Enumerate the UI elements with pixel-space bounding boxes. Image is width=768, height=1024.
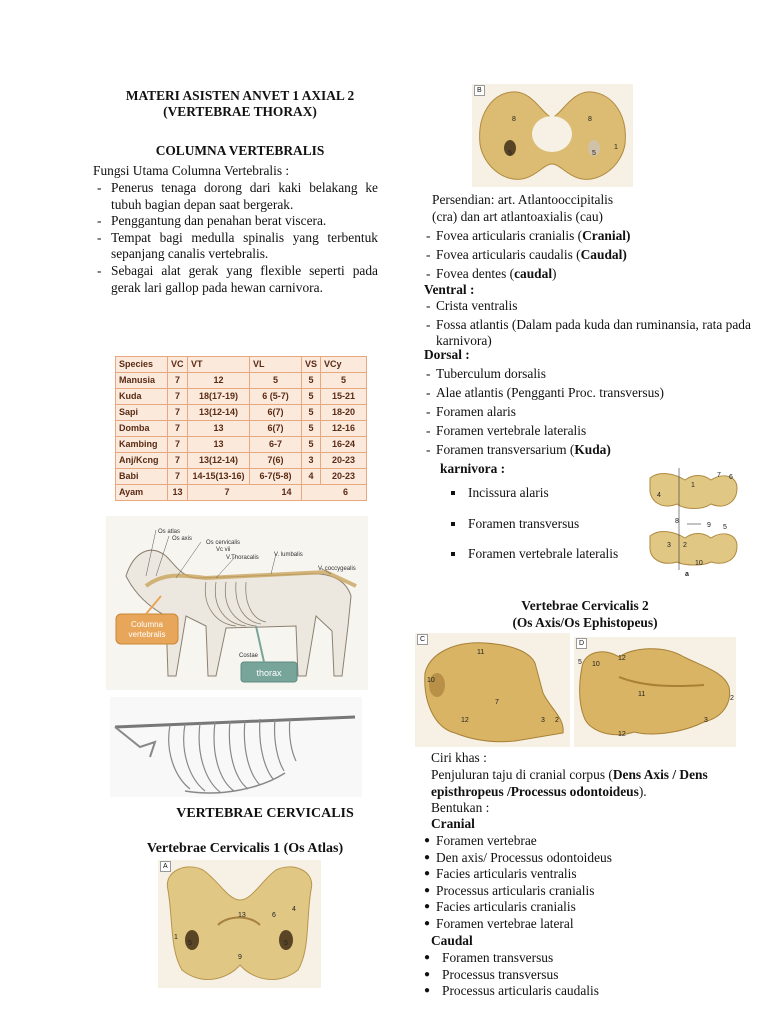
thorax-box-label: thorax [256, 668, 282, 678]
list-item: ● Foramen vertebrae lateral [424, 916, 744, 933]
persendian-line1: Persendian: art. Atlantooccipitalis [432, 192, 614, 207]
list-item: - Penerus tenaga dorong dari kaki belakang ke tubuh bagian depan saat bergerak. [95, 180, 378, 213]
table-cell: Kuda [116, 389, 168, 405]
list-item: - Fovea dentes (caudal) [424, 264, 754, 283]
table-cell: 6 [302, 485, 367, 501]
col-header: VT [188, 357, 250, 373]
table-cell: 13 [168, 485, 188, 501]
table-cell: 5 [250, 373, 302, 389]
table-cell: Domba [116, 421, 168, 437]
list-item: - Alae atlantis (Pengganti Proc. transversus) [424, 383, 754, 402]
col-header: VL [250, 357, 302, 373]
dorsal-list [424, 364, 754, 459]
table-cell: 7 [168, 469, 188, 485]
table-cell: 6(7) [250, 421, 302, 437]
figure-number: 8 [675, 518, 679, 525]
figure-number: a [685, 571, 689, 578]
figure-number: 5 [592, 150, 596, 157]
figure-number: 7 [717, 472, 721, 479]
list-item: - Fossa atlantis (Dalam pada kuda dan ruminansia, rata pada karnivora) [424, 317, 754, 350]
table-cell: 7 [168, 389, 188, 405]
table-row [116, 453, 367, 469]
table-cell: 6(7) [250, 405, 302, 421]
cranial-label: Cranial [431, 816, 475, 831]
list-item: - Penggantung dan penahan berat viscera. [95, 213, 378, 230]
table-cell: 7 [168, 373, 188, 389]
vc1-heading: Vertebrae Cervicalis 1 (Os Atlas) [146, 841, 344, 856]
col-header: VCy [321, 357, 367, 373]
figure-number: 5 [723, 524, 727, 531]
table-cell: Babi [116, 469, 168, 485]
figure-number: 10 [592, 661, 600, 668]
figure-number: 9 [238, 954, 242, 961]
list-item: ● Den axis/ Processus odontoideus [424, 850, 744, 867]
table-cell: 18-20 [321, 405, 367, 421]
table-cell: 13(12-14) [188, 453, 250, 469]
table-cell: 20-23 [321, 469, 367, 485]
table-cell: Anj/Kcng [116, 453, 168, 469]
figure-number: 13 [238, 912, 246, 919]
table-cell: 6 (5-7) [250, 389, 302, 405]
karnivora-label: karnivora : [440, 461, 506, 476]
figure-number: 3 [541, 717, 545, 724]
axis-c-drawing [415, 633, 570, 747]
dorsal-label: Dorsal : [424, 347, 470, 362]
axis-figure-d [574, 637, 736, 747]
atlas-figure-b [472, 84, 633, 187]
figure-number: 11 [477, 649, 485, 656]
table-cell: 6-7(5-8) [250, 469, 302, 485]
figure-number: 12 [618, 731, 626, 738]
figure-number: 3 [704, 717, 708, 724]
atlas-b-drawing [472, 84, 633, 187]
table-cell: 13 [188, 421, 250, 437]
table-cell: 7(6) [250, 453, 302, 469]
figure-number: 2 [730, 695, 734, 702]
list-item: ● Processus articularis cranialis [424, 883, 744, 900]
table-cell: 5 [302, 373, 321, 389]
figure-number: 4 [657, 492, 661, 499]
col-header: Species [116, 357, 168, 373]
list-item: ● Processus transversus [424, 967, 744, 984]
table-cell: 18(17-19) [188, 389, 250, 405]
label-costae: Costae [239, 653, 259, 659]
table-cell: 6-7 [250, 437, 302, 453]
figure-number: 2 [555, 717, 559, 724]
vertebrae-cervicalis-heading: VERTEBRAE CERVICALIS [176, 806, 354, 821]
atlas-figure-a [158, 860, 321, 988]
label-v-thoracalis: V.Thoracalis [226, 555, 259, 561]
figure-number: 5 [188, 940, 192, 947]
table-cell: 5 [302, 421, 321, 437]
list-item: ● Foramen transversus [424, 950, 744, 967]
figure-number: 5 [284, 940, 288, 947]
figure-number: 7 [495, 699, 499, 706]
label-os-atlas: Os atlas [158, 529, 181, 535]
list-item: - Foramen vertebrale lateralis [424, 421, 754, 440]
thorax-skeleton-drawing [110, 697, 362, 797]
table-cell: 16-24 [321, 437, 367, 453]
ventral-label: Ventral : [424, 282, 475, 297]
table-cell: 5 [302, 437, 321, 453]
caudal-label: Caudal [431, 933, 473, 948]
figure-number: 4 [292, 906, 296, 913]
bentukan-label: Bentukan : [431, 800, 490, 815]
table-cell: 7 [168, 405, 188, 421]
figure-number: 5 [508, 150, 512, 157]
table-cell: 12 [188, 373, 250, 389]
table-cell: 7 [168, 421, 188, 437]
label-os-axis: Os axis [172, 536, 193, 542]
figure-number: 3 [667, 542, 671, 549]
table-cell: Sapi [116, 405, 168, 421]
page-title: MATERI ASISTEN ANVET 1 AXIAL 2 [125, 88, 355, 103]
axis-d-drawing [574, 637, 736, 747]
table-cell: 7 [168, 437, 188, 453]
functions-list [95, 180, 378, 296]
penjuluran-text: Penjuluran taju di cranial corpus (Dens Axis / Dens episthropeus /Processus odontoideus). [431, 767, 708, 799]
table-cell: 13 [188, 437, 250, 453]
figure-number: 10 [427, 677, 435, 684]
figure-letter: D [576, 638, 587, 649]
figure-number: 1 [174, 934, 178, 941]
axis-figure-c [415, 633, 570, 747]
col-header: VC [168, 357, 188, 373]
fungsi-intro: Fungsi Utama Columna Vertebralis : [93, 163, 290, 178]
figure-number: 2 [683, 542, 687, 549]
list-item: Foramen transversus [446, 516, 646, 547]
table-cell: 14-15(13-16) [188, 469, 250, 485]
fovea-list [424, 226, 754, 283]
table-cell: 4 [302, 469, 321, 485]
table-cell: 13(12-14) [188, 405, 250, 421]
list-item: ● Facies articularis cranialis [424, 899, 744, 916]
persendian-line2: (cra) dan art atlantoaxialis (cau) [432, 209, 604, 224]
figure-number: 8 [588, 116, 592, 123]
figure-letter: C [417, 634, 428, 645]
thorax-skeleton-figure [110, 697, 362, 797]
table-cell: 7 [168, 453, 188, 469]
list-item: - Crista ventralis [424, 298, 754, 315]
figure-letter: A [160, 861, 171, 872]
figure-number: 1 [614, 144, 618, 151]
table-cell: 20-23 [321, 453, 367, 469]
label-os-cervicalis: Os cervicalis [206, 540, 241, 546]
list-item: ● Foramen vertebrae [424, 833, 744, 850]
label-v-lumbalis: V. lumbalis [274, 552, 303, 558]
label-vc-vii: Vc vii [216, 547, 231, 553]
list-item: - Tempat bagi medulla spinalis yang terbentuk sepanjang canalis vertebralis. [95, 230, 378, 263]
table-cell: 5 [302, 405, 321, 421]
table-row [116, 469, 367, 485]
table-row [116, 485, 367, 501]
vc2-heading: Vertebrae Cervicalis 2 [521, 598, 649, 613]
label-v-coccygealis: V. coccygealis [318, 566, 356, 572]
ciri-khas-label: Ciri khas : [431, 750, 487, 765]
table-cell: 5 [321, 373, 367, 389]
table-cell: Ayam [116, 485, 168, 501]
list-item: ● Processus articularis caudalis [424, 983, 744, 1000]
list-item: Incissura alaris [446, 485, 646, 516]
figure-number: 6 [729, 474, 733, 481]
list-item: - Fovea articularis cranialis (Cranial) [424, 226, 754, 245]
figure-number: 12 [461, 717, 469, 724]
table-row [116, 373, 367, 389]
figure-letter: B [474, 85, 485, 96]
figure-number: 10 [695, 560, 703, 567]
table-cell: 5 [302, 389, 321, 405]
figure-number: 9 [707, 522, 711, 529]
columna-heading: COLUMNA VERTEBRALIS [155, 143, 325, 158]
list-item: - Fovea articularis caudalis (Caudal) [424, 245, 754, 264]
figure-number: 6 [272, 912, 276, 919]
caudal-list [424, 950, 744, 1000]
cranial-list [424, 833, 744, 933]
table-cell: 12-16 [321, 421, 367, 437]
vc2-subheading: (Os Axis/Os Ephistopeus) [512, 615, 658, 630]
table-cell: 15-21 [321, 389, 367, 405]
table-row [116, 405, 367, 421]
carnivore-atlas-figure [645, 466, 741, 576]
figure-number: 5 [578, 659, 582, 666]
list-item: - Sebagai alat gerak yang flexible seperti pada gerak lari gallop pada hewan carnivora. [95, 263, 378, 296]
figure-number: 1 [691, 482, 695, 489]
table-cell: 3 [302, 453, 321, 469]
list-item: Foramen vertebrale lateralis [446, 546, 646, 577]
goat-skeleton-figure [106, 516, 368, 690]
list-item: ● Facies articularis ventralis [424, 866, 744, 883]
page-subtitle: (VERTEBRAE THORAX) [163, 104, 317, 119]
table-row [116, 421, 367, 437]
list-item: - Tuberculum dorsalis [424, 364, 754, 383]
table-cell: 7 14 [188, 485, 302, 501]
table-row [116, 389, 367, 405]
table-row [116, 437, 367, 453]
table-cell: Kambing [116, 437, 168, 453]
columna-box-label: vertebralis [128, 630, 166, 639]
karnivora-list [446, 485, 646, 577]
list-item: - Foramen transversarium (Kuda) [424, 440, 754, 459]
table-header-row [116, 357, 367, 373]
col-header: VS [302, 357, 321, 373]
columna-box-label: Columna [130, 620, 164, 629]
vertebrae-count-table [115, 356, 367, 501]
ventral-list [424, 298, 754, 350]
list-item: - Foramen alaris [424, 402, 754, 421]
table-cell: Manusia [116, 373, 168, 389]
figure-number: 11 [638, 691, 646, 698]
figure-number: 12 [618, 655, 626, 662]
figure-number: 8 [512, 116, 516, 123]
